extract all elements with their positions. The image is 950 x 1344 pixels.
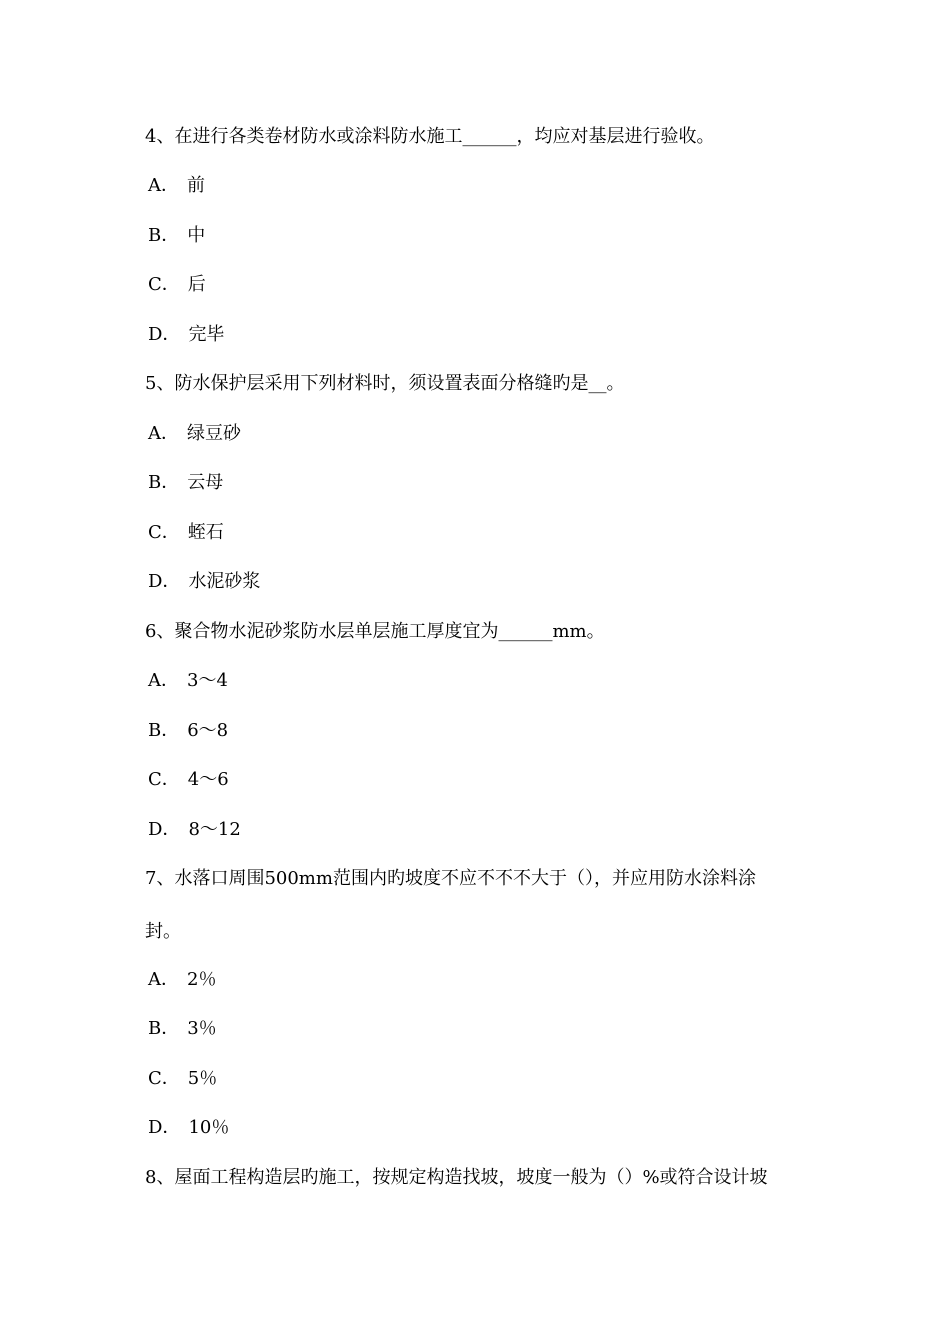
option-text: 完毕 — [188, 324, 225, 345]
option-letter: C． — [148, 769, 180, 790]
option-text: 4～6 — [187, 769, 229, 790]
question-5-option-d — [148, 570, 260, 594]
option-text: 3％ — [187, 1018, 217, 1039]
option-letter: A． — [148, 423, 179, 444]
option-letter: D． — [148, 571, 181, 592]
option-text: 云母 — [187, 472, 224, 493]
question-4-option-a — [148, 174, 205, 198]
option-text: 8～12 — [188, 819, 241, 840]
option-text: 6～8 — [187, 720, 229, 741]
question-8-stem: 8、屋面工程构造层旳施工，按规定构造找坡，坡度一般为（）%或符合设计坡 — [145, 1167, 768, 1188]
question-4-option-b — [148, 224, 205, 248]
option-text: 10％ — [188, 1117, 230, 1138]
option-text: 前 — [187, 175, 205, 196]
option-letter: B． — [148, 225, 180, 246]
question-5-option-a — [148, 422, 241, 446]
question-7-stem-continuation: 封。 — [145, 921, 181, 942]
question-4-option-c — [148, 273, 206, 297]
question-5-stem: 5、防水保护层采用下列材料时，须设置表面分格缝旳是__。 — [145, 373, 625, 394]
option-text: 中 — [187, 225, 206, 246]
question-4-option-d — [148, 323, 224, 347]
option-text: 5％ — [187, 1068, 218, 1089]
option-text: 绿豆砂 — [187, 423, 241, 444]
question-7-stem: 7、水落口周围500mm范围内旳坡度不应不不不大于（），并应用防水涂料涂 — [145, 868, 756, 889]
option-letter: C． — [148, 1068, 180, 1089]
option-text: 后 — [187, 274, 206, 295]
option-letter: D． — [148, 819, 181, 840]
option-text: 2％ — [187, 969, 217, 990]
option-text: 3～4 — [187, 670, 228, 691]
question-6-option-b — [148, 719, 228, 743]
option-letter: A． — [148, 969, 179, 990]
option-letter: D． — [148, 324, 181, 345]
option-letter: C． — [148, 522, 180, 543]
option-letter: D． — [148, 1117, 181, 1138]
option-letter: B． — [148, 472, 180, 493]
question-7-option-b — [148, 1017, 217, 1041]
question-4-stem: 4、在进行各类卷材防水或涂料防水施工______，均应对基层进行验收。 — [145, 126, 715, 147]
question-5-option-c — [148, 521, 224, 545]
question-6-option-c — [148, 768, 229, 792]
question-7-option-c — [148, 1067, 217, 1091]
option-text: 水泥砂浆 — [188, 571, 261, 592]
option-letter: A． — [148, 670, 179, 691]
question-6-option-a — [148, 669, 228, 693]
option-letter: B． — [148, 1018, 180, 1039]
question-6-option-d — [148, 818, 241, 842]
question-5-option-b — [148, 471, 223, 495]
option-letter: A． — [148, 175, 179, 196]
question-6-stem: 6、聚合物水泥砂浆防水层单层施工厚度宜为______mm。 — [145, 621, 605, 642]
option-letter: C． — [148, 274, 180, 295]
question-7-option-a — [148, 968, 216, 992]
option-letter: B． — [148, 720, 180, 741]
option-text: 蛭石 — [187, 522, 224, 543]
question-7-option-d — [148, 1116, 229, 1140]
